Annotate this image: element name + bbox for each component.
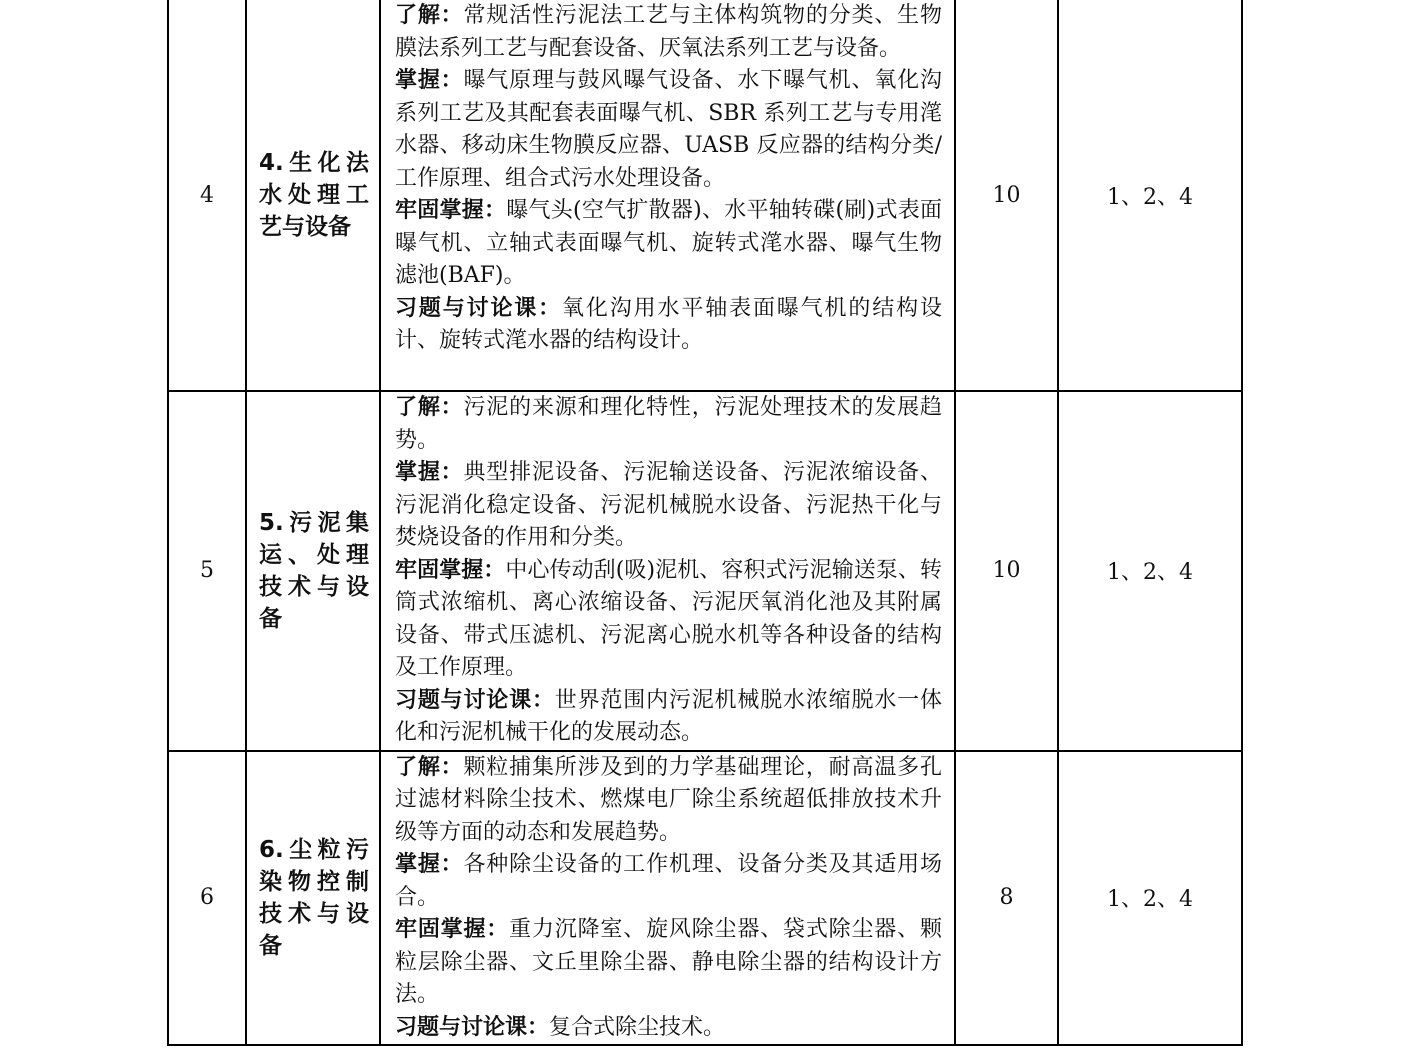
requirement-master: 掌握：典型排泥设备、污泥输送设备、污泥浓缩设备、污泥消化稳定设备、污泥机械脱水设备、污泥热干化与焚烧设备的作用和分类。 [395,460,942,550]
row-number: 4 [168,0,246,391]
table-row [168,391,1242,751]
syllabus-table [167,0,1243,1046]
chapter-title: 4.生化法水处理工艺与设备 [259,150,369,240]
chapter-title-cell [246,751,380,1046]
goals-cell: 1、2、4 [1058,0,1242,391]
requirement-firmly-master: 牢固掌握：中心传动刮(吸)泥机、容积式污泥输送泵、转筒式浓缩机、离心浓缩设备、污泥厌氧消化池及其附属设备、带式压滤机、污泥离心脱水机等各种设备的结构及工作原理。 [395,557,942,680]
requirement-understand: 了解：污泥的来源和理化特性，污泥处理技术的发展趋势。 [395,395,942,453]
requirement-firmly-master: 牢固掌握：重力沉降室、旋风除尘器、袋式除尘器、颗粒层除尘器、文丘里除尘器、静电除尘器的结构设计方法。 [395,917,942,1007]
table-row [168,0,1242,391]
goals-cell: 1、2、4 [1058,751,1242,1046]
content-cell [380,751,955,1046]
row-number: 6 [168,751,246,1046]
chapter-title: 6.尘粒污染物控制技术与设备 [259,836,369,959]
row-number: 5 [168,391,246,751]
hours-cell: 8 [955,751,1058,1046]
chapter-title: 5.污泥集运、处理技术与设备 [259,509,369,632]
chapter-title-cell [246,391,380,751]
hours-cell: 10 [955,391,1058,751]
requirement-exercises: 习题与讨论课：世界范围内污泥机械脱水浓缩脱水一体化和污泥机械干化的发展动态。 [395,687,942,745]
requirement-understand: 了解：颗粒捕集所涉及到的力学基础理论，耐高温多孔过滤材料除尘技术、燃煤电厂除尘系统超低排放技术升级等方面的动态和发展趋势。 [395,754,942,845]
requirement-firmly-master: 牢固掌握：曝气头(空气扩散器)、水平轴转碟(刷)式表面曝气机、立轴式表面曝气机、旋转式滗水器、曝气生物滤池(BAF)。 [395,198,942,288]
content-cell [380,391,955,751]
requirement-master: 掌握：各种除尘设备的工作机理、设备分类及其适用场合。 [395,852,942,910]
requirement-understand: 了解：常规活性污泥法工艺与主体构筑物的分类、生物膜法系列工艺与配套设备、厌氧法系列工艺与设备。 [395,3,942,61]
hours-cell: 10 [955,0,1058,391]
chapter-title-cell [246,0,380,391]
content-cell [380,0,955,391]
goals-cell: 1、2、4 [1058,391,1242,751]
requirement-exercises: 习题与讨论课：复合式除尘技术。 [395,1014,726,1040]
requirement-master: 掌握：曝气原理与鼓风曝气设备、水下曝气机、氧化沟系列工艺及其配套表面曝气机、SBR 系列工艺与专用滗水器、移动床生物膜反应器、UASB 反应器的结构分类/工作原理、组合式污水处理设备。 [395,68,942,191]
requirement-exercises: 习题与讨论课：氧化沟用水平轴表面曝气机的结构设计、旋转式滗水器的结构设计。 [395,295,942,353]
table-row [168,751,1242,1046]
